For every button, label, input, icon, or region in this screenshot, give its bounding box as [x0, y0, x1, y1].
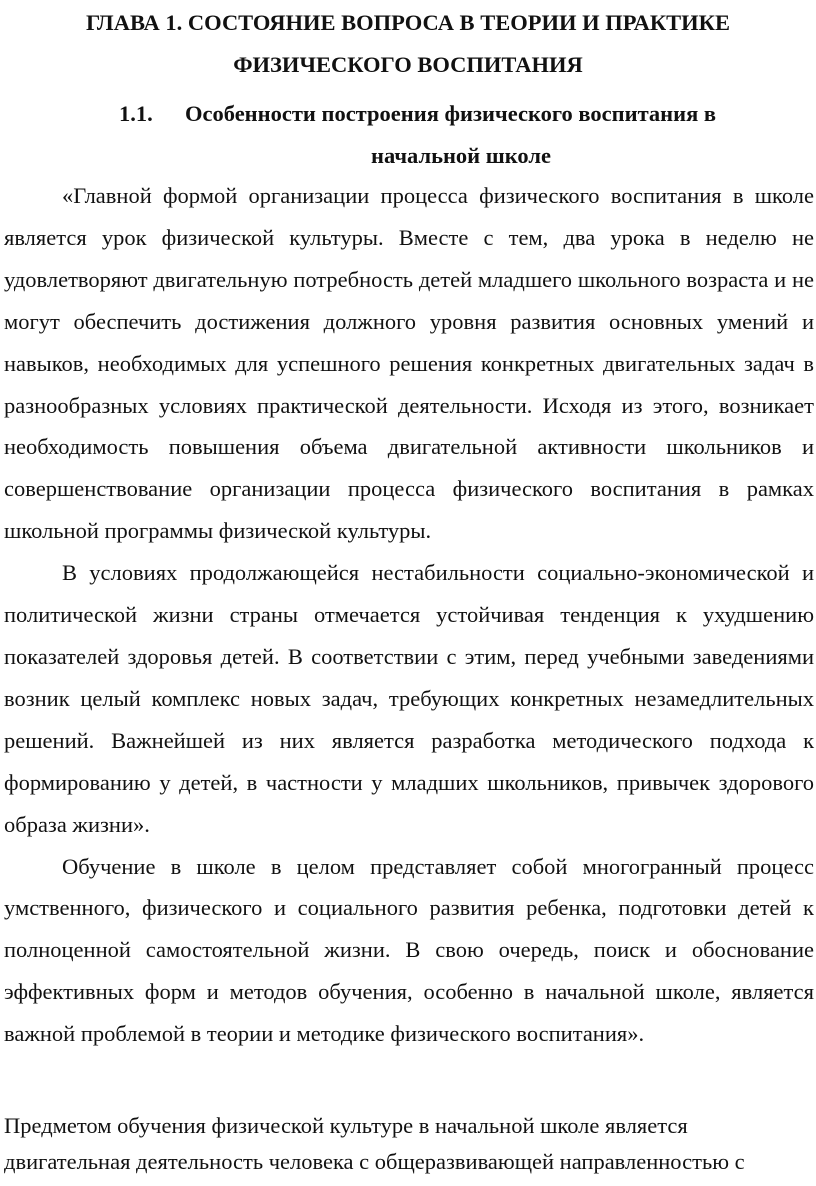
trailing-line1: Предметом обучения физической культуре в начальной школе является: [4, 1113, 688, 1138]
chapter-title-line2: ФИЗИЧЕСКОГО ВОСПИТАНИЯ: [233, 52, 583, 77]
trailing-line2: двигательная деятельность человека с общеразвивающей направленностью с: [4, 1149, 745, 1174]
section-title-text1: Особенности построения физического воспитания в: [185, 101, 717, 126]
paragraph: Обучение в школе в целом представляет собой многогранный процесс умственного, физического и социального развития ребенка, подготовки детей к полноценной самостоятельной жизни. В свою очередь, поиск и обоснование эффективных форм и методов обучения, особенно в начальной школе, является важной проблемой в теории и методике физического воспитания».: [4, 853, 814, 1047]
section-title: [0, 93, 816, 177]
body-text: [4, 175, 814, 1055]
paragraph: В условиях продолжающейся нестабильности социально-экономической и политической жизни страны отмечается устойчивая тенденция к ухудшению показателей здоровья детей. В соответствии с этим, перед учебными заведениями возник целый комплекс новых задач, требующих конкретных незамедлительных решений. Важнейшей из них является разработка методического подхода к формированию у детей, в частности у младших школьников, привычек здорового образа жизни».: [4, 560, 814, 837]
chapter-title: [0, 2, 816, 86]
trailing-text: [4, 1108, 814, 1180]
section-number: 1.1.: [119, 101, 153, 126]
section-title-line2: начальной школе: [371, 143, 551, 168]
paragraph: «Главной формой организации процесса физического воспитания в школе является урок физической культуры. Вместе с тем, два урока в неделю не удовлетворяют двигательную потребность детей младшего школьного возраста и не могут обеспечить достижения должного уровня развития основных умений и навыков, необходимых для успешного решения конкретных двигательных задач в разнообразных условиях практической деятельности. Исходя из этого, возникает необходимость повышения объема двигательной активности школьников и совершенствование организации процесса физического воспитания в рамках школьной программы физической культуры.: [4, 183, 814, 544]
chapter-title-line1: ГЛАВА 1. СОСТОЯНИЕ ВОПРОСА В ТЕОРИИ И ПРАКТИКЕ: [86, 10, 730, 35]
section-title-line1: [0, 93, 816, 135]
